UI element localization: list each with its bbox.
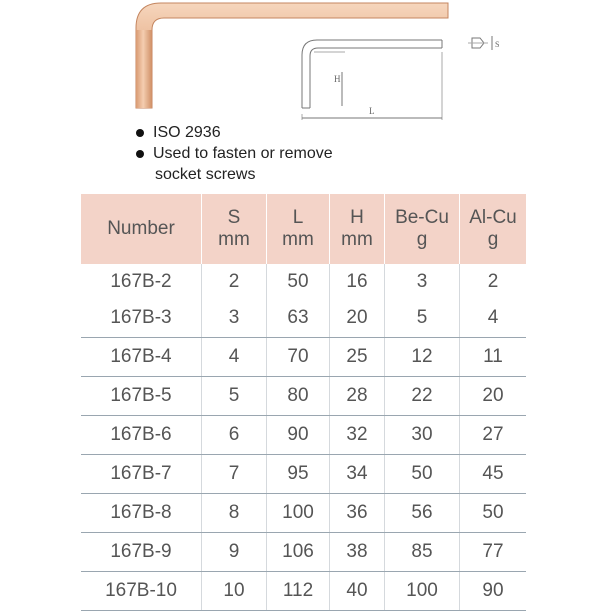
feature-text: ISO 2936 [153,124,221,141]
specification-table [81,194,526,611]
size-label: S [495,40,500,49]
height-label: H [334,74,341,84]
cell-number: 167B-6 [81,416,202,455]
feature-item [136,143,333,164]
table-row [81,572,526,611]
table-row [81,455,526,494]
table-row [81,377,526,416]
cell-be-cu: 12 [385,338,460,377]
cell-number: 167B-8 [81,494,202,533]
cell-l: 63 [267,299,330,338]
cell-al-cu: 27 [460,416,527,455]
header-be-cu: Be-Cu g [385,194,460,264]
cell-s: 7 [202,455,267,494]
header-s: S mm [202,194,267,264]
cell-h: 28 [330,377,385,416]
cell-h: 34 [330,455,385,494]
cell-be-cu: 50 [385,455,460,494]
bullet-icon [136,150,144,158]
cell-be-cu: 22 [385,377,460,416]
cell-al-cu: 45 [460,455,527,494]
cell-al-cu: 2 [460,264,527,299]
cell-l: 95 [267,455,330,494]
hex-key-dimension-drawing [290,30,450,125]
cell-s: 5 [202,377,267,416]
table-row [81,416,526,455]
cell-s: 2 [202,264,267,299]
header-h: H mm [330,194,385,264]
cell-s: 8 [202,494,267,533]
cell-be-cu: 100 [385,572,460,611]
cell-s: 4 [202,338,267,377]
cell-be-cu: 3 [385,264,460,299]
feature-list [136,122,333,185]
length-label: L [369,106,375,116]
cell-al-cu: 11 [460,338,527,377]
cell-number: 167B-10 [81,572,202,611]
cell-h: 38 [330,533,385,572]
cell-h: 36 [330,494,385,533]
header-number: Number [81,194,202,264]
cell-be-cu: 5 [385,299,460,338]
cell-h: 25 [330,338,385,377]
cell-al-cu: 90 [460,572,527,611]
cell-s: 10 [202,572,267,611]
table-row [81,494,526,533]
cell-al-cu: 50 [460,494,527,533]
cell-s: 6 [202,416,267,455]
cell-l: 90 [267,416,330,455]
hex-end-view [466,30,506,56]
header-al-cu: Al-Cu g [460,194,527,264]
cell-number: 167B-3 [81,299,202,338]
cell-number: 167B-4 [81,338,202,377]
cell-l: 70 [267,338,330,377]
cell-be-cu: 56 [385,494,460,533]
feature-text: Used to fasten or remove [153,145,333,162]
cell-l: 80 [267,377,330,416]
cell-al-cu: 20 [460,377,527,416]
cell-al-cu: 77 [460,533,527,572]
table-row [81,299,526,338]
cell-s: 3 [202,299,267,338]
bullet-icon [136,129,144,137]
table-row [81,533,526,572]
cell-number: 167B-7 [81,455,202,494]
cell-number: 167B-2 [110,270,172,292]
cell-h: 20 [330,299,385,338]
cell-l: 106 [267,533,330,572]
feature-item [136,122,333,143]
table-row [81,338,526,377]
cell-number: 167B-9 [81,533,202,572]
header-l: L mm [267,194,330,264]
cell-s: 9 [202,533,267,572]
cell-h: 32 [330,416,385,455]
cell-be-cu: 30 [385,416,460,455]
cell-l: 100 [267,494,330,533]
cell-h: 16 [330,264,385,299]
cell-number: 167B-5 [81,377,202,416]
cell-l: 112 [267,572,330,611]
table-row [81,264,526,299]
cell-be-cu: 85 [385,533,460,572]
feature-text-continued: socket screws [155,166,256,183]
table-header-row [81,194,526,264]
cell-al-cu: 4 [460,299,527,338]
cell-l: 50 [267,264,330,299]
cell-h: 40 [330,572,385,611]
